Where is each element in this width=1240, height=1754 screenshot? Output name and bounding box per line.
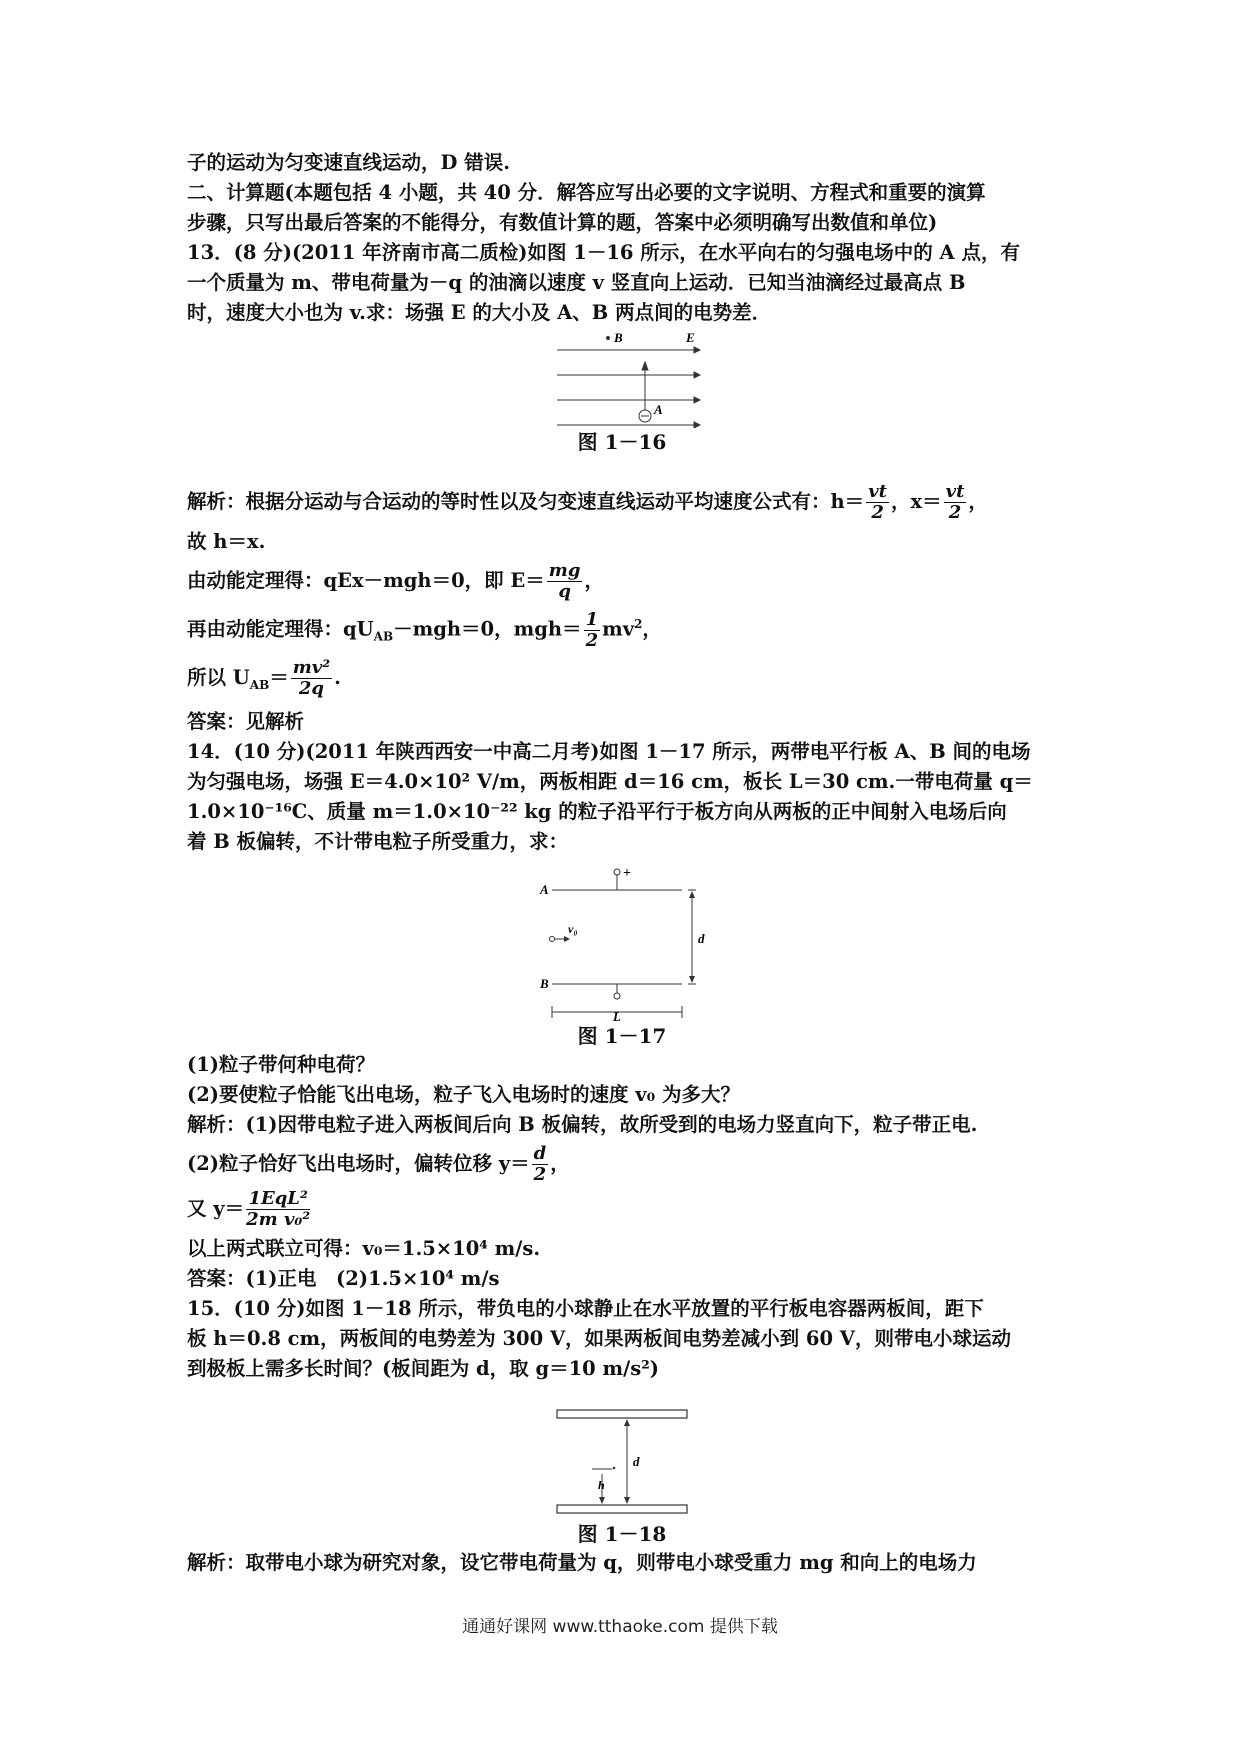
solution-13-line-1 [187, 482, 1057, 523]
question-14-part-1: (1)粒子带何种电荷？ [187, 1053, 376, 1077]
solution-15-line-1: 解析：取带电小球为研究对象，设它带电荷量为 q，则带电小球受重力 mg 和向上的电场力 [187, 1551, 977, 1575]
page-content [187, 148, 1057, 1578]
figure-1-17 [502, 857, 742, 1022]
label-E: E [686, 330, 695, 345]
text-line: 时，速度大小也为 v.求：场强 E 的大小及 A、B 两点间的电势差． [187, 301, 772, 324]
label-L: L [613, 1009, 621, 1023]
numerator: 1 [585, 608, 599, 630]
figure-caption: 图 1－18 [577, 1522, 667, 1547]
label-d: d [633, 1454, 640, 1470]
text: ＝ [269, 666, 289, 690]
text: . [334, 666, 341, 690]
text-line: 到极板上需多长时间？(板间距为 d，取 g＝10 m/s²) [187, 1357, 659, 1381]
answer-14: 答案：(1)正电 (2)1.5×10⁴ m/s [187, 1267, 500, 1291]
solution-13-line-4 [187, 606, 1057, 654]
text: 由动能定理得：qEx－mgh＝0，即 E＝ [187, 569, 545, 592]
text: ， [642, 617, 662, 641]
fraction [944, 482, 967, 523]
question-14-part-2: (2)要使粒子恰能飞出电场，粒子飞入电场时的速度 v₀ 为多大？ [187, 1083, 740, 1107]
figure-caption: 图 1－16 [577, 430, 667, 454]
question-15: 15．(10 分)如图 1－18 所示，带负电的小球静止在水平放置的平行板电容器两板间，距下 [187, 1297, 984, 1321]
numerator: mv² [292, 657, 331, 679]
text-line: 着 B 板偏转，不计带电粒子所受重力，求： [187, 830, 569, 854]
text-line: 步骤，只写出最后答案的不能得分，有数值计算的题，答案中必须明确写出数值和单位) [187, 211, 938, 234]
solution-13-line-2: 故 h＝x. [187, 530, 266, 553]
label-plus: + [623, 866, 631, 882]
subscript: AB [249, 678, 270, 693]
numerator: vt [868, 481, 887, 502]
page-footer: 通通好课网 www.tthaoke.com 提供下载 [462, 1617, 778, 1637]
text: 所以 U [187, 666, 250, 690]
numerator: mg [548, 560, 581, 581]
text: 又 y＝ [187, 1197, 245, 1221]
figure-caption: 图 1－17 [577, 1024, 667, 1049]
fraction [866, 482, 889, 523]
denominator: q [558, 581, 571, 602]
solution-13-line-3 [187, 561, 1057, 602]
denominator: 2 [585, 629, 599, 651]
solution-14-line-1: 解析：(1)因带电粒子进入两板间后向 B 板偏转，故所受到的电场力竖直向下，粒子带正电. [187, 1113, 978, 1137]
text: 再由动能定理得：qU [187, 617, 374, 641]
text-line: 子的运动为匀变速直线运动，D 错误. [187, 151, 510, 174]
fraction [584, 610, 601, 651]
text: ，x＝ [890, 490, 942, 513]
numerator: 1EqL² [246, 1189, 310, 1210]
numerator: d [533, 1143, 547, 1165]
label-plate-B: B [540, 976, 549, 992]
text-line: 为匀强电场，场强 E＝4.0×10² V/m，两板相距 d＝16 cm，板长 L＝30 cm.一带电荷量 q＝ [187, 770, 1033, 794]
numerator: vt [945, 481, 965, 502]
solution-14-line-2 [187, 1144, 1057, 1185]
denominator: 2q [298, 678, 325, 700]
label-plate-A: A [540, 882, 549, 898]
text: －mgh＝0，mgh＝ [393, 617, 582, 641]
fraction [532, 1144, 549, 1185]
label-B: B [614, 330, 623, 345]
question-13: 13．(8 分)(2011 年济南市高二质检)如图 1－16 所示，在水平向右的匀强电场中的 A 点，有 [187, 241, 1020, 264]
label-v0: v₀ [568, 922, 578, 937]
fraction [547, 561, 583, 602]
label-A: A [654, 402, 663, 417]
denominator: 2 [533, 1164, 547, 1186]
superscript: 2 [634, 617, 643, 631]
section-heading: 二、计算题(本题包括 4 小题，共 40 分．解答应写出必要的文字说明、方程式和重要的演算 [187, 181, 986, 204]
solution-14-line-3 [187, 1189, 1057, 1230]
text-line: 一个质量为 m、带电荷量为－q 的油滴以速度 v 竖直向上运动．已知当油滴经过最高点 B [187, 271, 966, 294]
subscript: AB [373, 629, 394, 644]
text: 解析：根据分运动与合运动的等时性以及匀变速直线运动平均速度公式有：h＝ [187, 490, 865, 513]
label-h: h [598, 1478, 605, 1493]
text: ， [968, 490, 988, 513]
text-line: 1.0×10⁻¹⁶C、质量 m＝1.0×10⁻²² kg 的粒子沿平行于板方向从两板的正中间射入电场后向 [187, 800, 1007, 824]
text: ， [584, 569, 604, 592]
label-d: d [698, 931, 705, 947]
fraction [291, 658, 332, 699]
text-line: 板 h＝0.8 cm，两板间的电势差为 300 V，如果两板间电势差减小到 60 V，则带电小球运动 [187, 1327, 1011, 1351]
figure-1-18 [522, 1404, 722, 1520]
answer-13: 答案：见解析 [187, 710, 305, 734]
text: mv [602, 617, 635, 641]
denominator: 2m v₀² [246, 1209, 311, 1231]
solution-13-line-5 [187, 658, 1057, 703]
fraction [246, 1189, 310, 1230]
denominator: 2 [948, 502, 962, 523]
text: (2)粒子恰好飞出电场时，偏转位移 y＝ [187, 1152, 530, 1176]
figure-1-16 [512, 328, 732, 428]
solution-14-result: 以上两式联立可得：v₀＝1.5×10⁴ m/s. [187, 1237, 541, 1261]
text: ， [550, 1152, 570, 1176]
question-14: 14．(10 分)(2011 年陕西西安一中高二月考)如图 1－17 所示，两带电平行板 A、B 间的电场 [187, 740, 1031, 764]
denominator: 2 [871, 502, 884, 523]
